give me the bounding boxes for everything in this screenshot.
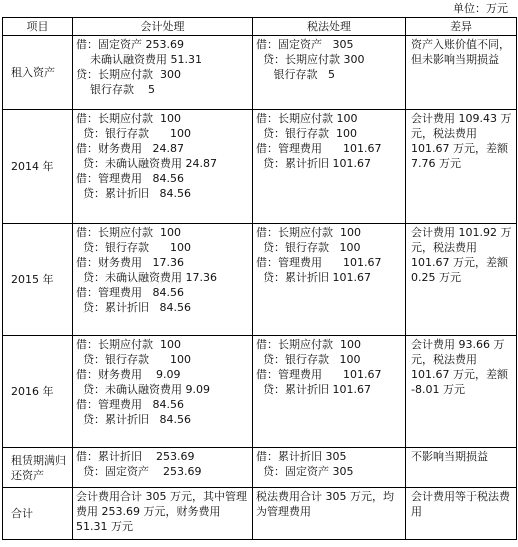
row-item: 2015 年 [3,224,73,336]
entry-line: 贷：累计折旧 101.67 [256,157,371,170]
entry-line: 借：管理费用 84.56 [76,286,184,299]
header-difference: 差异 [406,18,517,36]
table-row [3,488,517,540]
entry-line: 贷：累计折旧 84.56 [76,301,191,314]
table-row [3,336,517,448]
tax-entries [253,336,406,448]
unit-label: 单位：万元 [453,2,508,15]
accounting-entries [73,224,253,336]
entry-line: 未确认融资费用 51.31 [76,53,202,66]
difference-note: 会计费用等于税法费用 [406,488,517,540]
table-row [3,110,517,224]
entry-line: 贷：银行存款 100 [256,353,361,366]
table-row [3,36,517,110]
entry-line: 贷：银行存款 100 [76,241,191,254]
entry-line: 贷：累计折旧 101.67 [256,383,371,396]
entry-line: 贷：银行存款 100 [256,241,361,254]
entry-line: 借：累计折旧 305 [256,450,347,463]
accounting-entries [73,36,253,110]
difference-note: 会计费用 101.92 万元，税法费用 101.67 万元，差额 0.25 万元 [406,224,517,336]
row-item: 2016 年 [3,336,73,448]
entry-line: 借：管理费用 101.67 [256,256,382,269]
accounting-tax-comparison-table [2,17,517,540]
entry-line: 贷：银行存款 100 [256,127,357,140]
entry-line: 借：长期应付款 100 [76,226,181,239]
header-tax: 税法处理 [253,18,406,36]
table-header-row [3,18,517,36]
entry-line: 借：固定资产 305 [256,38,354,51]
header-accounting: 会计处理 [73,18,253,36]
entry-line: 贷：未确认融资费用 17.36 [76,271,217,284]
difference-note: 会计费用 109.43 万元，税法费用 101.67 万元，差额 7.76 万元 [406,110,517,224]
entry-line: 借：累计折旧 253.69 [76,450,195,463]
tax-entries [253,110,406,224]
entry-line: 贷：未确认融资费用 24.87 [76,157,217,170]
accounting-entries [73,110,253,224]
entry-line: 借：财务费用 17.36 [76,256,184,269]
entry-line: 银行存款 5 [76,83,155,96]
difference-note: 会计费用 93.66 万元，税法费用 101.67 万元，差额 -8.01 万元 [406,336,517,448]
entry-line: 借：固定资产 253.69 [76,38,184,51]
accounting-entries [73,448,253,488]
entry-line: 贷：长期应付款 300 [76,68,181,81]
row-item: 合计 [3,488,73,540]
accounting-entries [73,336,253,448]
entry-line: 贷：银行存款 100 [76,353,191,366]
entry-line: 借：长期应付款 100 [256,226,361,239]
entry-line: 贷：长期应付款 300 [256,53,365,66]
entry-line: 借：管理费用 84.56 [76,398,184,411]
accounting-summary: 会计费用合计 305 万元，其中管理费用 253.69 万元，财务费用 51.31 万元 [73,488,253,540]
entry-line: 贷：固定资产 253.69 [76,465,202,478]
table-row [3,448,517,488]
header-item: 项目 [3,18,73,36]
entry-line: 借：管理费用 101.67 [256,142,382,155]
row-item: 租赁期满归还资产 [3,448,73,488]
entry-line: 贷：累计折旧 84.56 [76,413,191,426]
entry-line: 借：管理费用 84.56 [76,172,184,185]
entry-line: 借：长期应付款 100 [256,112,358,125]
row-item: 租入资产 [3,36,73,110]
entry-line: 借：长期应付款 100 [76,338,181,351]
entry-line: 借：长期应付款 100 [76,112,181,125]
entry-line: 贷：累计折旧 101.67 [256,271,371,284]
tax-entries [253,448,406,488]
entry-line: 银行存款 5 [256,68,335,81]
entry-line: 借：财务费用 24.87 [76,142,184,155]
entry-line: 借：管理费用 101.67 [256,368,382,381]
row-item: 2014 年 [3,110,73,224]
tax-entries [253,36,406,110]
entry-line: 贷：累计折旧 84.56 [76,187,191,200]
entry-line: 借：财务费用 9.09 [76,368,181,381]
difference-note: 不影响当期损益 [406,448,517,488]
difference-note: 资产入账价值不同，但未影响当期损益 [406,36,517,110]
tax-summary: 税法费用合计 305 万元，均为管理费用 [253,488,406,540]
tax-entries [253,224,406,336]
entry-line: 贷：未确认融资费用 9.09 [76,383,210,396]
entry-line: 借：长期应付款 100 [256,338,361,351]
table-row [3,224,517,336]
entry-line: 贷：银行存款 100 [76,127,191,140]
entry-line: 贷：固定资产 305 [256,465,354,478]
